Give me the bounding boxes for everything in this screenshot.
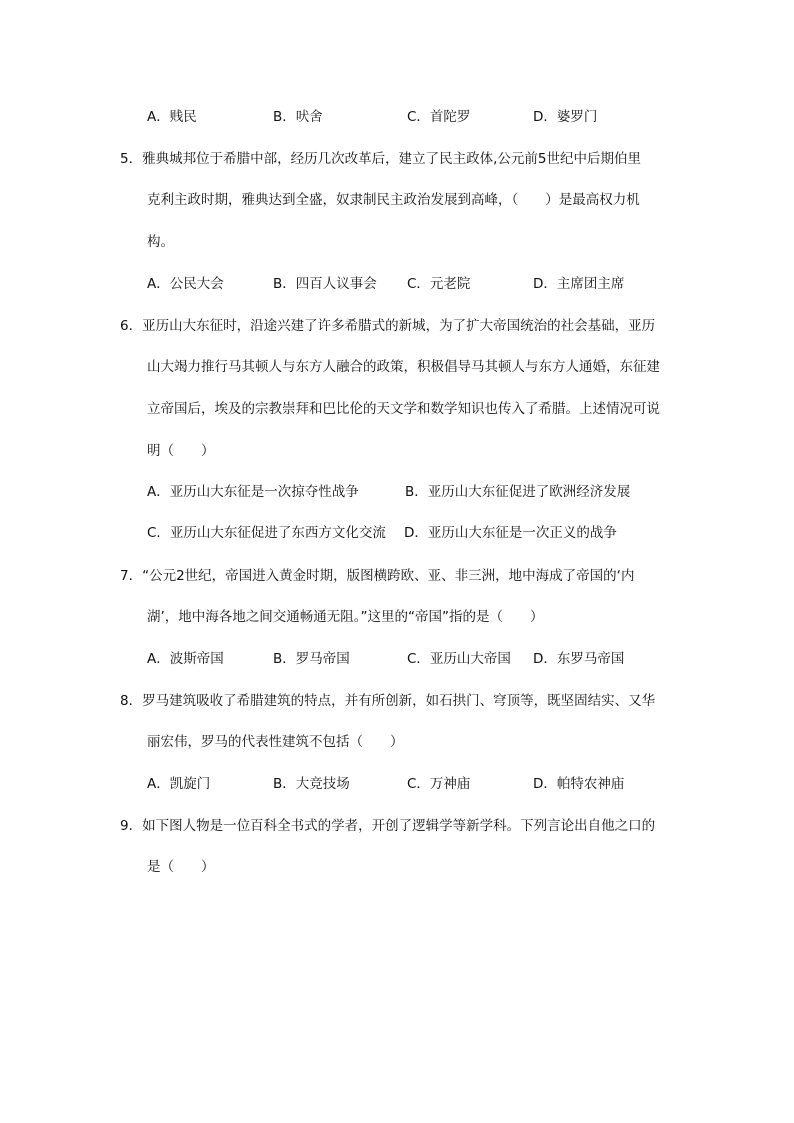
q9-stem-line-1: 9．如下图人物是一位百科全书式的学者，开创了逻辑学等新学科。下列言论出自他之口的 [120,818,656,834]
q5-stem-line-3: 构。 [147,234,174,250]
q6-stem-line-2: 山大竭力推行马其顿人与东方人融合的政策，积极倡导马其顿人与东方人通婚，东征建 [147,359,660,375]
q7-option-a: A．波斯帝国 [147,651,224,667]
q5-stem-line-1: 5．雅典城邦位于希腊中部，经历几次改革后，建立了民主政体,公元前5世纪中后期伯里 [120,151,641,167]
q7-stem-line-2: 湖’，地中海各地之间交通畅通无阻。”这里的“帝国”指的是（ ） [147,609,544,625]
q4-option-b: B．吠舍 [273,109,323,125]
q7-option-b: B．罗马帝国 [273,651,350,667]
q6-option-a: A．亚历山大东征是一次掠夺性战争 [147,484,359,500]
q9-stem-line-2: 是（ ） [147,859,215,875]
q5-stem-line-2: 克利主政时期，雅典达到全盛，奴隶制民主政治发展到高峰，（ ）是最高权力机 [147,192,640,208]
q8-option-c: C．万神庙 [407,776,471,792]
q4-option-a: A．贱民 [147,109,197,125]
q6-option-d: D．亚历山大东征是一次正义的战争 [404,525,617,541]
q5-option-a: A．公民大会 [147,276,224,292]
q7-option-c: C．亚历山大帝国 [407,651,511,667]
q4-option-c: C．首陀罗 [407,109,471,125]
q5-option-b: B．四百人议事会 [273,276,377,292]
q6-option-b: B．亚历山大东征促进了欧洲经济发展 [405,484,631,500]
q8-stem-line-1: 8．罗马建筑吸收了希腊建筑的特点，并有所创新，如石拱门、穹顶等，既坚固结实、又华 [120,693,656,709]
q7-option-d: D．东罗马帝国 [533,651,625,667]
q4-option-d: D．婆罗门 [533,109,598,125]
q8-option-d: D．帕特农神庙 [533,776,625,792]
q8-option-a: A．凯旋门 [147,776,211,792]
q5-option-c: C．元老院 [407,276,471,292]
q8-option-b: B．大竞技场 [273,776,350,792]
q8-stem-line-2: 丽宏伟，罗马的代表性建筑不包括（ ） [147,734,404,750]
q6-stem-line-3: 立帝国后，埃及的宗教崇拜和巴比伦的天文学和数学知识也传入了希腊。上述情况可说 [147,401,660,417]
q6-stem-line-4: 明（ ） [147,443,215,459]
q6-stem-line-1: 6．亚历山大东征时，沿途兴建了许多希腊式的新城，为了扩大帝国统治的社会基础，亚历 [120,318,656,334]
q6-option-c: C．亚历山大东征促进了东西方文化交流 [147,525,386,541]
q5-option-d: D．主席团主席 [533,276,625,292]
q7-stem-line-1: 7．“公元2世纪，帝国进入黄金时期，版图横跨欧、亚、非三洲，地中海成了帝国的‘内 [120,568,635,584]
